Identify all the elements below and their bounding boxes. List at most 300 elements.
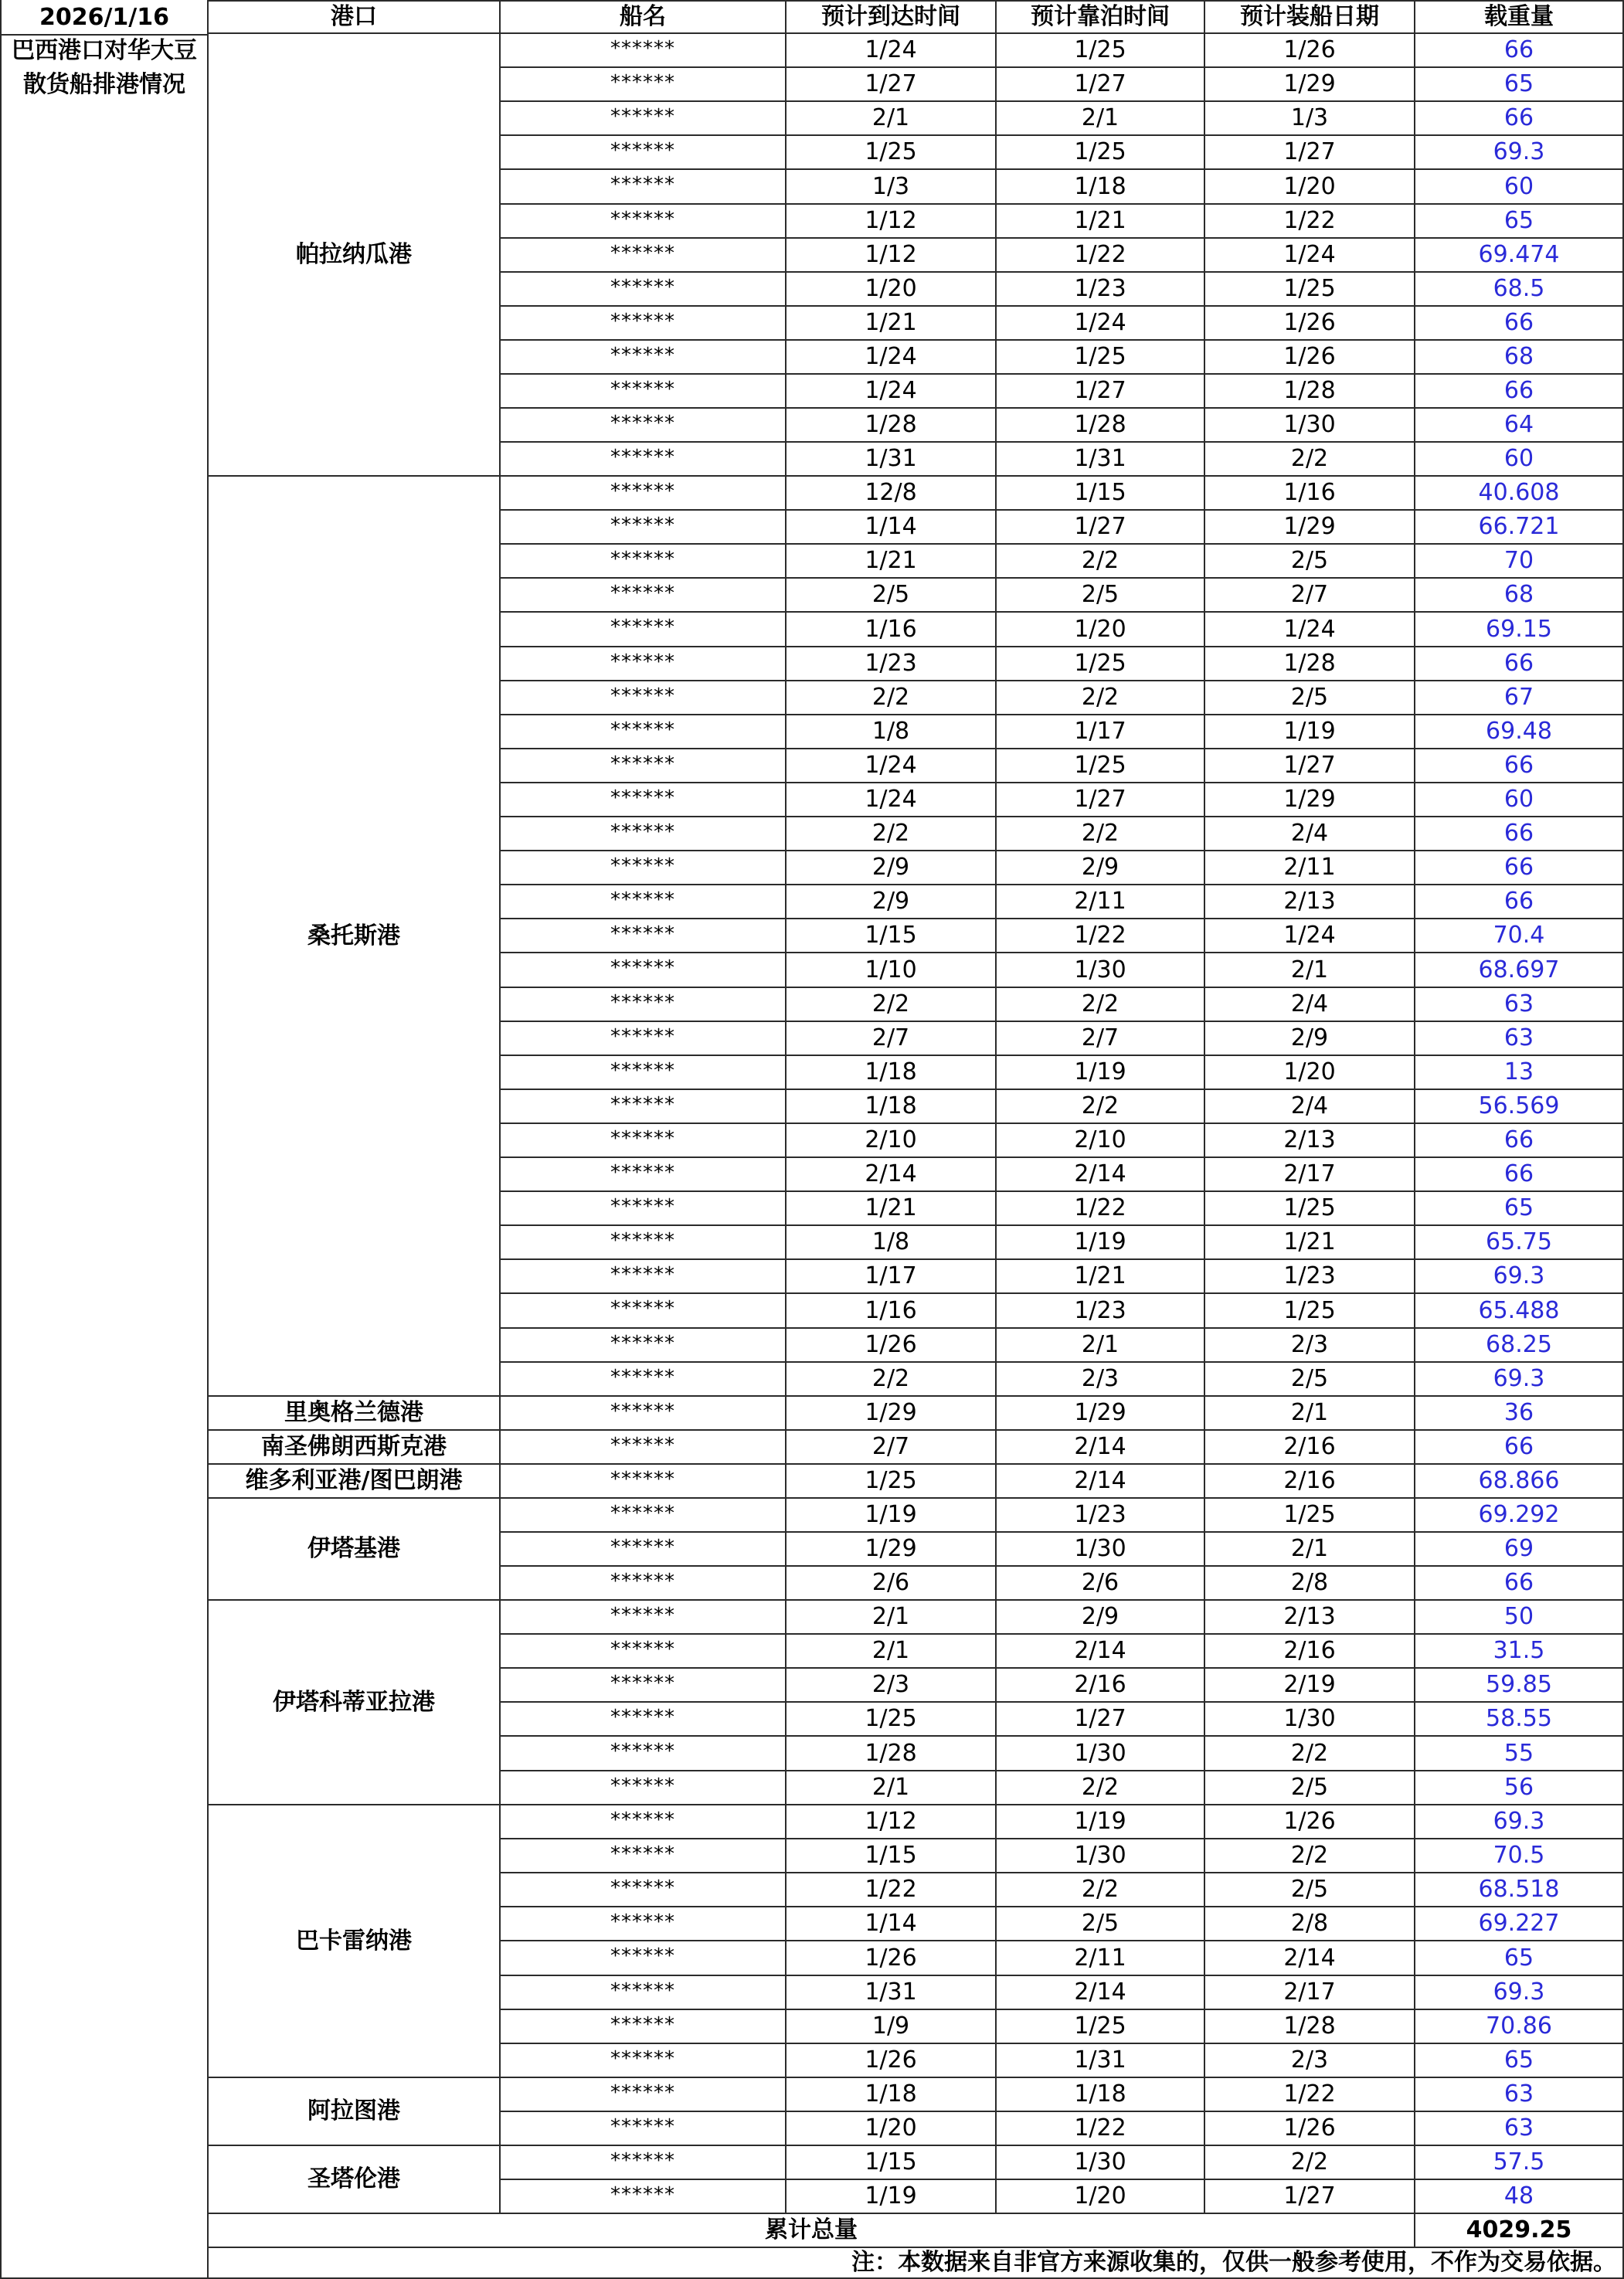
ship-name: ****** xyxy=(501,613,787,647)
load-date: 2/5 xyxy=(1205,681,1415,715)
deadweight: 69.3 xyxy=(1415,1363,1624,1397)
port-name: 帕拉纳瓜港 xyxy=(209,34,501,477)
load-date: 2/2 xyxy=(1205,1839,1415,1873)
berth-date: 2/14 xyxy=(997,1431,1205,1465)
arrival-date: 1/15 xyxy=(787,919,997,953)
load-date: 1/3 xyxy=(1205,102,1415,136)
ship-name: ****** xyxy=(501,273,787,307)
deadweight: 70.86 xyxy=(1415,2010,1624,2044)
arrival-date: 1/18 xyxy=(787,1090,997,1124)
load-date: 1/19 xyxy=(1205,715,1415,749)
ship-name: ****** xyxy=(501,851,787,885)
arrival-date: 1/8 xyxy=(787,1226,997,1260)
ship-name: ****** xyxy=(501,681,787,715)
berth-date: 2/2 xyxy=(997,1090,1205,1124)
arrival-date: 1/24 xyxy=(787,34,997,68)
ship-name: ****** xyxy=(501,1363,787,1397)
ship-name: ****** xyxy=(501,579,787,613)
berth-date: 1/25 xyxy=(997,34,1205,68)
arrival-date: 1/15 xyxy=(787,1839,997,1873)
ship-name: ****** xyxy=(501,477,787,511)
port-name: 圣塔伦港 xyxy=(209,2146,501,2214)
load-date: 2/1 xyxy=(1205,1533,1415,1567)
arrival-date: 1/29 xyxy=(787,1397,997,1431)
berth-date: 1/21 xyxy=(997,205,1205,239)
arrival-date: 12/8 xyxy=(787,477,997,511)
ship-name: ****** xyxy=(501,1056,787,1090)
berth-date: 1/31 xyxy=(997,2044,1205,2078)
ship-name: ****** xyxy=(501,1158,787,1192)
berth-date: 1/21 xyxy=(997,1260,1205,1294)
deadweight: 63 xyxy=(1415,2112,1624,2146)
berth-date: 2/2 xyxy=(997,988,1205,1022)
berth-date: 1/30 xyxy=(997,2146,1205,2180)
load-date: 1/27 xyxy=(1205,2180,1415,2214)
ship-name: ****** xyxy=(501,749,787,783)
arrival-date: 1/9 xyxy=(787,2010,997,2044)
berth-date: 2/5 xyxy=(997,1907,1205,1941)
arrival-date: 1/27 xyxy=(787,68,997,102)
load-date: 1/28 xyxy=(1205,375,1415,409)
ship-name: ****** xyxy=(501,2112,787,2146)
deadweight: 70 xyxy=(1415,545,1624,579)
load-date: 2/19 xyxy=(1205,1669,1415,1703)
deadweight: 66 xyxy=(1415,1124,1624,1158)
ship-name: ****** xyxy=(501,783,787,817)
ship-name: ****** xyxy=(501,1499,787,1533)
load-date: 2/11 xyxy=(1205,851,1415,885)
report-title-line2: 散货船排港情况 xyxy=(23,71,185,98)
berth-date: 1/27 xyxy=(997,68,1205,102)
arrival-date: 1/17 xyxy=(787,1260,997,1294)
load-date: 1/28 xyxy=(1205,2010,1415,2044)
ship-name: ****** xyxy=(501,1397,787,1431)
berth-date: 1/27 xyxy=(997,783,1205,817)
berth-date: 1/30 xyxy=(997,1737,1205,1771)
deadweight: 60 xyxy=(1415,170,1624,205)
load-date: 2/2 xyxy=(1205,2146,1415,2180)
berth-date: 2/2 xyxy=(997,817,1205,851)
arrival-date: 2/1 xyxy=(787,1601,997,1635)
load-date: 1/23 xyxy=(1205,1260,1415,1294)
berth-date: 2/9 xyxy=(997,1601,1205,1635)
ship-name: ****** xyxy=(501,953,787,988)
port-name: 阿拉图港 xyxy=(209,2078,501,2146)
ship-name: ****** xyxy=(501,205,787,239)
berth-date: 1/20 xyxy=(997,613,1205,647)
berth-date: 2/2 xyxy=(997,545,1205,579)
deadweight: 69 xyxy=(1415,1533,1624,1567)
load-date: 2/5 xyxy=(1205,1873,1415,1907)
berth-date: 1/22 xyxy=(997,239,1205,273)
ship-name: ****** xyxy=(501,1737,787,1771)
berth-date: 1/25 xyxy=(997,647,1205,681)
berth-date: 2/2 xyxy=(997,1771,1205,1805)
deadweight: 65 xyxy=(1415,205,1624,239)
arrival-date: 1/12 xyxy=(787,239,997,273)
port-name: 巴卡雷纳港 xyxy=(209,1805,501,2078)
header-arrival: 预计到达时间 xyxy=(787,0,997,34)
ship-name: ****** xyxy=(501,1431,787,1465)
arrival-date: 1/28 xyxy=(787,409,997,443)
deadweight: 68.518 xyxy=(1415,1873,1624,1907)
arrival-date: 2/14 xyxy=(787,1158,997,1192)
berth-date: 1/28 xyxy=(997,409,1205,443)
arrival-date: 1/12 xyxy=(787,205,997,239)
load-date: 2/8 xyxy=(1205,1907,1415,1941)
ship-name: ****** xyxy=(501,375,787,409)
header-weight: 载重量 xyxy=(1415,0,1624,34)
port-name: 桑托斯港 xyxy=(209,477,501,1397)
header-port: 港口 xyxy=(209,0,501,34)
ship-name: ****** xyxy=(501,715,787,749)
load-date: 1/26 xyxy=(1205,1805,1415,1839)
berth-date: 1/27 xyxy=(997,1703,1205,1737)
deadweight: 63 xyxy=(1415,988,1624,1022)
arrival-date: 1/3 xyxy=(787,170,997,205)
load-date: 1/24 xyxy=(1205,919,1415,953)
berth-date: 1/25 xyxy=(997,341,1205,375)
port-name: 伊塔基港 xyxy=(209,1499,501,1601)
berth-date: 2/11 xyxy=(997,1941,1205,1976)
ship-name: ****** xyxy=(501,1260,787,1294)
deadweight: 60 xyxy=(1415,783,1624,817)
deadweight: 55 xyxy=(1415,1737,1624,1771)
deadweight: 65.488 xyxy=(1415,1294,1624,1329)
deadweight: 66 xyxy=(1415,885,1624,919)
arrival-date: 2/1 xyxy=(787,1635,997,1669)
arrival-date: 2/3 xyxy=(787,1669,997,1703)
arrival-date: 1/21 xyxy=(787,1192,997,1226)
berth-date: 2/10 xyxy=(997,1124,1205,1158)
deadweight: 70.5 xyxy=(1415,1839,1624,1873)
arrival-date: 1/26 xyxy=(787,1329,997,1363)
berth-date: 2/14 xyxy=(997,1158,1205,1192)
load-date: 2/14 xyxy=(1205,1941,1415,1976)
berth-date: 2/3 xyxy=(997,1363,1205,1397)
ship-name: ****** xyxy=(501,1329,787,1363)
load-date: 1/22 xyxy=(1205,2078,1415,2112)
arrival-date: 1/21 xyxy=(787,307,997,341)
berth-date: 1/25 xyxy=(997,2010,1205,2044)
arrival-date: 2/2 xyxy=(787,988,997,1022)
load-date: 1/20 xyxy=(1205,1056,1415,1090)
arrival-date: 1/24 xyxy=(787,783,997,817)
port-name: 南圣佛朗西斯克港 xyxy=(209,1431,501,1465)
deadweight: 66 xyxy=(1415,102,1624,136)
berth-date: 1/23 xyxy=(997,1499,1205,1533)
deadweight: 50 xyxy=(1415,1601,1624,1635)
ship-name: ****** xyxy=(501,307,787,341)
arrival-date: 1/8 xyxy=(787,715,997,749)
load-date: 1/20 xyxy=(1205,170,1415,205)
ship-name: ****** xyxy=(501,1669,787,1703)
ship-name: ****** xyxy=(501,409,787,443)
arrival-date: 2/1 xyxy=(787,102,997,136)
deadweight: 68 xyxy=(1415,341,1624,375)
arrival-date: 1/25 xyxy=(787,136,997,170)
deadweight: 68.5 xyxy=(1415,273,1624,307)
total-label: 累计总量 xyxy=(209,2214,1415,2248)
deadweight: 65 xyxy=(1415,68,1624,102)
ship-name: ****** xyxy=(501,1465,787,1499)
load-date: 2/13 xyxy=(1205,885,1415,919)
arrival-date: 2/1 xyxy=(787,1771,997,1805)
berth-date: 1/22 xyxy=(997,1192,1205,1226)
deadweight: 68.25 xyxy=(1415,1329,1624,1363)
deadweight: 63 xyxy=(1415,2078,1624,2112)
ship-name: ****** xyxy=(501,2180,787,2214)
berth-date: 1/19 xyxy=(997,1805,1205,1839)
deadweight: 66 xyxy=(1415,817,1624,851)
arrival-date: 1/19 xyxy=(787,2180,997,2214)
deadweight: 69.227 xyxy=(1415,1907,1624,1941)
ship-name: ****** xyxy=(501,1294,787,1329)
ship-name: ****** xyxy=(501,885,787,919)
arrival-date: 1/15 xyxy=(787,2146,997,2180)
ship-name: ****** xyxy=(501,1601,787,1635)
berth-date: 1/22 xyxy=(997,919,1205,953)
port-name: 里奥格兰德港 xyxy=(209,1397,501,1431)
arrival-date: 1/31 xyxy=(787,443,997,477)
ship-name: ****** xyxy=(501,2146,787,2180)
ship-name: ****** xyxy=(501,1226,787,1260)
berth-date: 1/29 xyxy=(997,1397,1205,1431)
arrival-date: 1/21 xyxy=(787,545,997,579)
ship-name: ****** xyxy=(501,443,787,477)
load-date: 1/25 xyxy=(1205,1499,1415,1533)
load-date: 1/26 xyxy=(1205,341,1415,375)
deadweight: 69.292 xyxy=(1415,1499,1624,1533)
ship-name: ****** xyxy=(501,919,787,953)
ship-name: ****** xyxy=(501,102,787,136)
ship-name: ****** xyxy=(501,988,787,1022)
berth-date: 1/17 xyxy=(997,715,1205,749)
deadweight: 69.48 xyxy=(1415,715,1624,749)
arrival-date: 1/24 xyxy=(787,341,997,375)
deadweight: 66 xyxy=(1415,375,1624,409)
arrival-date: 1/10 xyxy=(787,953,997,988)
ship-name: ****** xyxy=(501,1635,787,1669)
load-date: 2/2 xyxy=(1205,443,1415,477)
deadweight: 60 xyxy=(1415,443,1624,477)
load-date: 2/5 xyxy=(1205,1363,1415,1397)
berth-date: 1/22 xyxy=(997,2112,1205,2146)
berth-date: 2/14 xyxy=(997,1976,1205,2010)
load-date: 2/7 xyxy=(1205,579,1415,613)
arrival-date: 1/14 xyxy=(787,1907,997,1941)
berth-date: 1/19 xyxy=(997,1056,1205,1090)
arrival-date: 2/7 xyxy=(787,1022,997,1056)
load-date: 2/4 xyxy=(1205,988,1415,1022)
berth-date: 2/1 xyxy=(997,102,1205,136)
load-date: 2/8 xyxy=(1205,1567,1415,1601)
load-date: 2/16 xyxy=(1205,1465,1415,1499)
deadweight: 69.474 xyxy=(1415,239,1624,273)
ship-name: ****** xyxy=(501,1873,787,1907)
report-title-line1: 巴西港口对华大豆 xyxy=(12,37,197,64)
report-title xyxy=(2,34,207,102)
arrival-date: 1/24 xyxy=(787,749,997,783)
berth-date: 2/11 xyxy=(997,885,1205,919)
load-date: 1/29 xyxy=(1205,783,1415,817)
deadweight: 69.3 xyxy=(1415,136,1624,170)
port-name: 伊塔科蒂亚拉港 xyxy=(209,1601,501,1805)
ship-name: ****** xyxy=(501,1090,787,1124)
arrival-date: 1/25 xyxy=(787,1703,997,1737)
deadweight: 57.5 xyxy=(1415,2146,1624,2180)
arrival-date: 2/9 xyxy=(787,851,997,885)
load-date: 2/2 xyxy=(1205,1737,1415,1771)
berth-date: 2/14 xyxy=(997,1635,1205,1669)
ship-name: ****** xyxy=(501,2010,787,2044)
berth-date: 2/7 xyxy=(997,1022,1205,1056)
ship-name: ****** xyxy=(501,1124,787,1158)
arrival-date: 1/19 xyxy=(787,1499,997,1533)
ship-name: ****** xyxy=(501,1192,787,1226)
arrival-date: 2/2 xyxy=(787,817,997,851)
deadweight: 40.608 xyxy=(1415,477,1624,511)
load-date: 2/5 xyxy=(1205,545,1415,579)
deadweight: 68 xyxy=(1415,579,1624,613)
arrival-date: 1/31 xyxy=(787,1976,997,2010)
deadweight: 66.721 xyxy=(1415,511,1624,545)
load-date: 1/25 xyxy=(1205,1192,1415,1226)
deadweight: 66 xyxy=(1415,307,1624,341)
arrival-date: 1/28 xyxy=(787,1737,997,1771)
deadweight: 65 xyxy=(1415,1941,1624,1976)
berth-date: 2/2 xyxy=(997,1873,1205,1907)
ship-name: ****** xyxy=(501,1976,787,2010)
header-berth: 预计靠泊时间 xyxy=(997,0,1205,34)
arrival-date: 1/16 xyxy=(787,1294,997,1329)
deadweight: 68.866 xyxy=(1415,1465,1624,1499)
load-date: 2/4 xyxy=(1205,817,1415,851)
load-date: 2/9 xyxy=(1205,1022,1415,1056)
arrival-date: 2/7 xyxy=(787,1431,997,1465)
load-date: 2/13 xyxy=(1205,1601,1415,1635)
ship-name: ****** xyxy=(501,1805,787,1839)
ship-name: ****** xyxy=(501,1941,787,1976)
arrival-date: 1/18 xyxy=(787,2078,997,2112)
deadweight: 66 xyxy=(1415,647,1624,681)
arrival-date: 1/26 xyxy=(787,2044,997,2078)
load-date: 1/25 xyxy=(1205,1294,1415,1329)
berth-date: 2/6 xyxy=(997,1567,1205,1601)
berth-date: 2/16 xyxy=(997,1669,1205,1703)
berth-date: 1/31 xyxy=(997,443,1205,477)
load-date: 1/24 xyxy=(1205,239,1415,273)
load-date: 1/27 xyxy=(1205,136,1415,170)
ship-name: ****** xyxy=(501,1533,787,1567)
arrival-date: 1/24 xyxy=(787,375,997,409)
berth-date: 2/1 xyxy=(997,1329,1205,1363)
load-date: 2/4 xyxy=(1205,1090,1415,1124)
load-date: 2/1 xyxy=(1205,1397,1415,1431)
load-date: 2/3 xyxy=(1205,2044,1415,2078)
ship-name: ****** xyxy=(501,239,787,273)
berth-date: 1/30 xyxy=(997,1533,1205,1567)
deadweight: 63 xyxy=(1415,1022,1624,1056)
header-ship: 船名 xyxy=(501,0,787,34)
arrival-date: 2/9 xyxy=(787,885,997,919)
arrival-date: 1/12 xyxy=(787,1805,997,1839)
total-value: 4029.25 xyxy=(1415,2214,1624,2248)
arrival-date: 1/26 xyxy=(787,1941,997,1976)
load-date: 2/16 xyxy=(1205,1431,1415,1465)
load-date: 1/26 xyxy=(1205,307,1415,341)
deadweight: 67 xyxy=(1415,681,1624,715)
arrival-date: 1/20 xyxy=(787,273,997,307)
deadweight: 70.4 xyxy=(1415,919,1624,953)
berth-date: 1/18 xyxy=(997,2078,1205,2112)
berth-date: 1/27 xyxy=(997,511,1205,545)
ship-name: ****** xyxy=(501,1771,787,1805)
load-date: 1/29 xyxy=(1205,68,1415,102)
deadweight: 56 xyxy=(1415,1771,1624,1805)
load-date: 1/27 xyxy=(1205,749,1415,783)
arrival-date: 1/25 xyxy=(787,1465,997,1499)
deadweight: 69.15 xyxy=(1415,613,1624,647)
ship-name: ****** xyxy=(501,817,787,851)
deadweight: 59.85 xyxy=(1415,1669,1624,1703)
ship-name: ****** xyxy=(501,34,787,68)
deadweight: 69.3 xyxy=(1415,1260,1624,1294)
berth-date: 1/24 xyxy=(997,307,1205,341)
deadweight: 13 xyxy=(1415,1056,1624,1090)
header-load: 预计装船日期 xyxy=(1205,0,1415,34)
ship-name: ****** xyxy=(501,1567,787,1601)
load-date: 2/16 xyxy=(1205,1635,1415,1669)
load-date: 1/22 xyxy=(1205,205,1415,239)
load-date: 1/30 xyxy=(1205,409,1415,443)
arrival-date: 1/22 xyxy=(787,1873,997,1907)
deadweight: 68.697 xyxy=(1415,953,1624,988)
port-name: 维多利亚港/图巴朗港 xyxy=(209,1465,501,1499)
load-date: 1/24 xyxy=(1205,613,1415,647)
deadweight: 66 xyxy=(1415,1158,1624,1192)
arrival-date: 2/6 xyxy=(787,1567,997,1601)
ship-name: ****** xyxy=(501,647,787,681)
berth-date: 1/19 xyxy=(997,1226,1205,1260)
berth-date: 2/5 xyxy=(997,579,1205,613)
deadweight: 66 xyxy=(1415,851,1624,885)
ship-name: ****** xyxy=(501,1022,787,1056)
ship-name: ****** xyxy=(501,1907,787,1941)
load-date: 1/26 xyxy=(1205,2112,1415,2146)
load-date: 1/29 xyxy=(1205,511,1415,545)
deadweight: 58.55 xyxy=(1415,1703,1624,1737)
arrival-date: 1/18 xyxy=(787,1056,997,1090)
deadweight: 65 xyxy=(1415,1192,1624,1226)
berth-date: 1/27 xyxy=(997,375,1205,409)
deadweight: 31.5 xyxy=(1415,1635,1624,1669)
arrival-date: 2/2 xyxy=(787,681,997,715)
deadweight: 48 xyxy=(1415,2180,1624,2214)
deadweight: 65.75 xyxy=(1415,1226,1624,1260)
load-date: 2/17 xyxy=(1205,1976,1415,2010)
load-date: 2/13 xyxy=(1205,1124,1415,1158)
arrival-date: 2/2 xyxy=(787,1363,997,1397)
load-date: 2/1 xyxy=(1205,953,1415,988)
arrival-date: 2/10 xyxy=(787,1124,997,1158)
arrival-date: 1/20 xyxy=(787,2112,997,2146)
berth-date: 1/20 xyxy=(997,2180,1205,2214)
report-date: 2026/1/16 xyxy=(2,0,207,36)
ship-name: ****** xyxy=(501,1703,787,1737)
arrival-date: 1/29 xyxy=(787,1533,997,1567)
berth-date: 2/2 xyxy=(997,681,1205,715)
